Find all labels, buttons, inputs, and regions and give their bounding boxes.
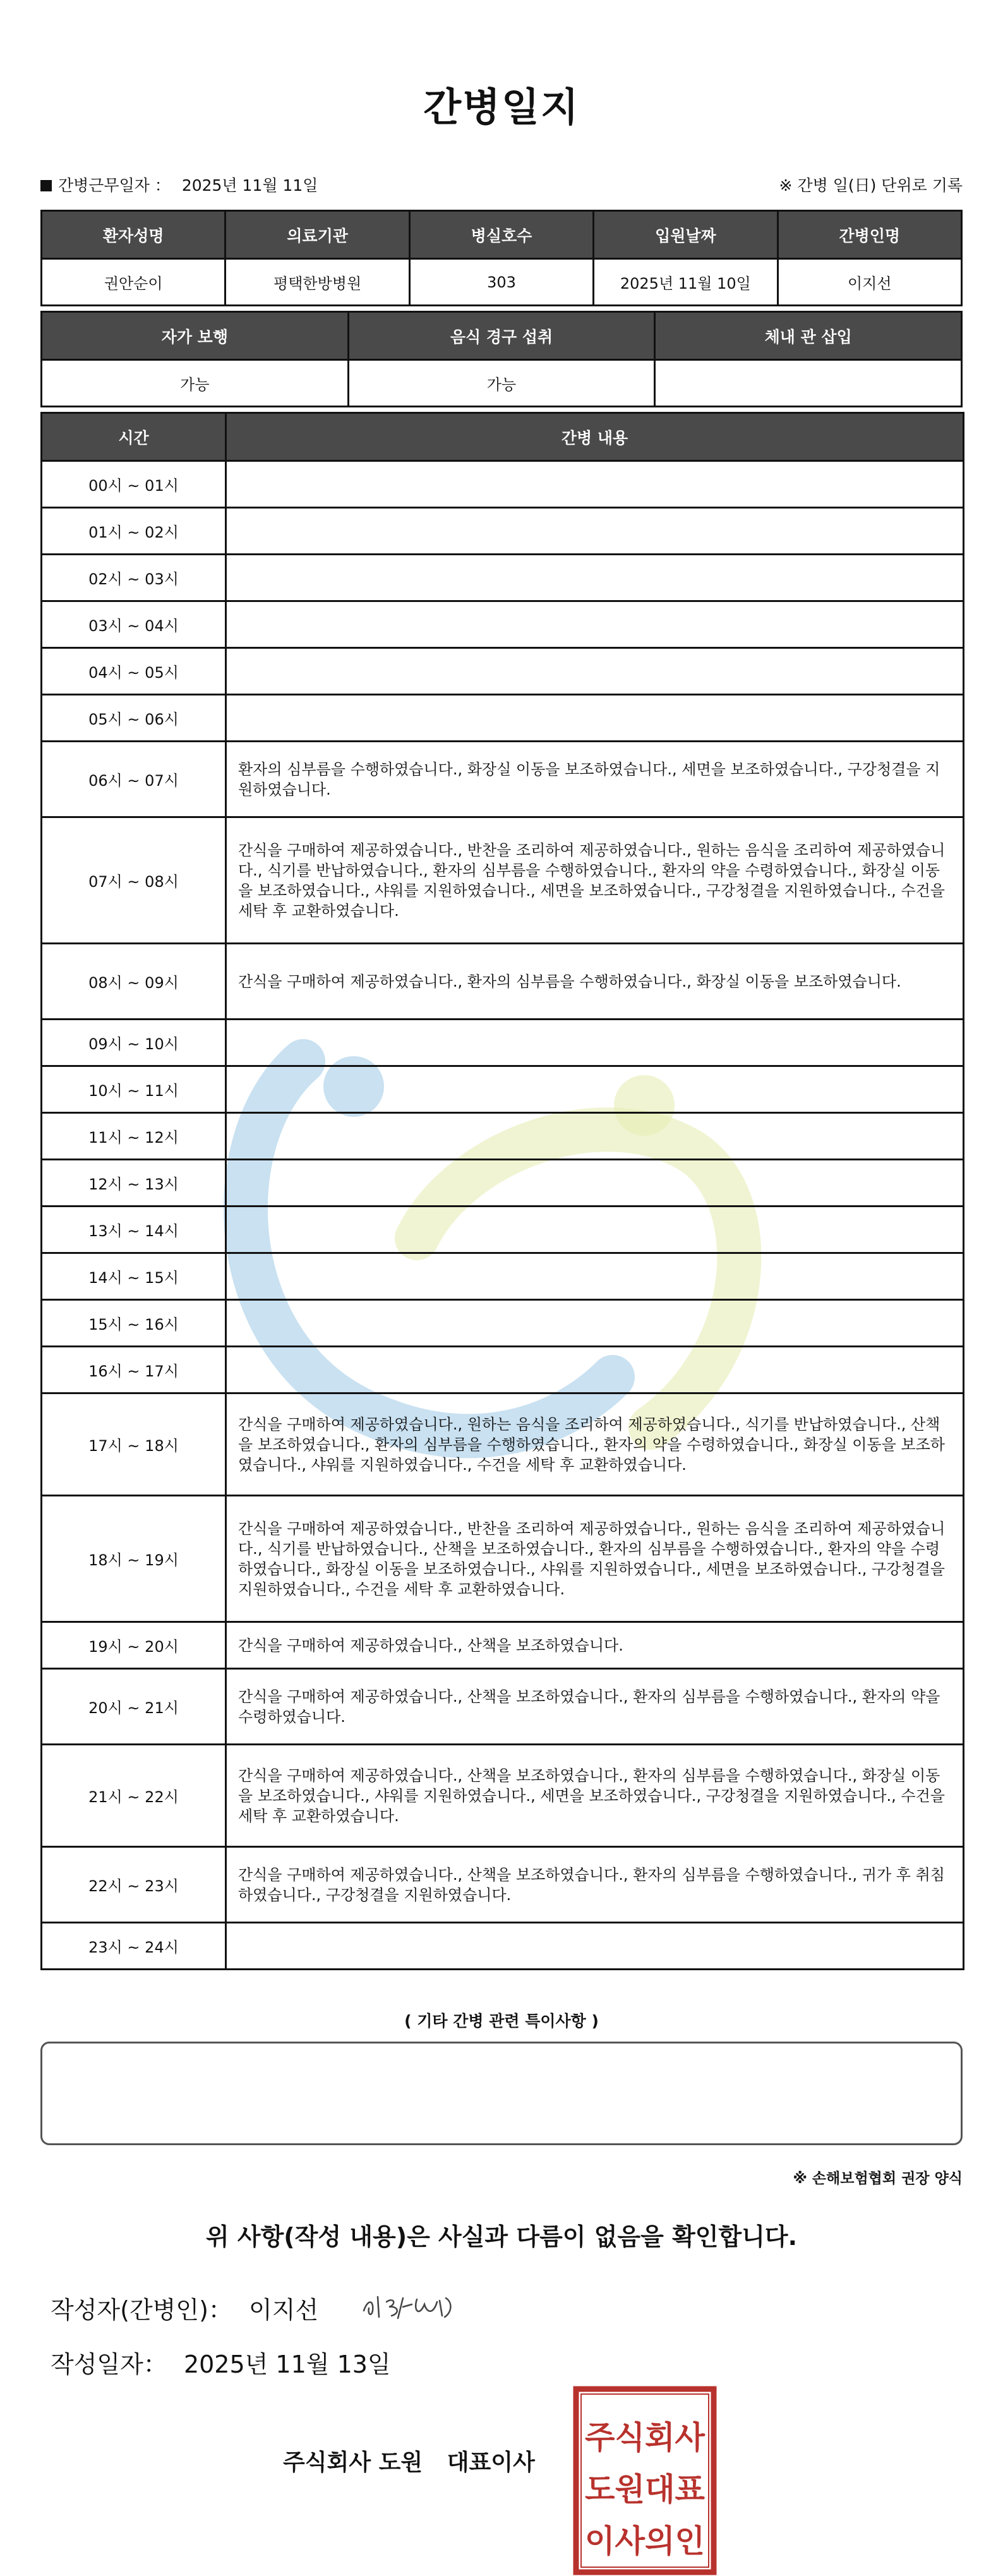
unit-note: ※ 간병 일(日) 단위로 기록 <box>779 176 963 195</box>
self-walking-value: 가능 <box>42 360 349 407</box>
header-caregiver-name: 간병인명 <box>778 211 961 259</box>
log-time-cell: 09시 ~ 10시 <box>42 1020 226 1066</box>
log-content-cell: 간식을 구매하여 제공하였습니다., 산책을 보조하였습니다., 환자의 심부름을 수행하였습니다., 귀가 후 취침하였습니다., 구강청결을 지원하였습니다. <box>226 1847 964 1923</box>
writer-name: 이지선 <box>249 2296 319 2324</box>
patient-status-table <box>40 311 963 407</box>
patient-name-value: 권안순이 <box>42 259 225 306</box>
document-title: 간병일지 <box>423 84 580 130</box>
admission-date-value: 2025년 11월 10일 <box>594 259 778 306</box>
log-time-cell: 16시 ~ 17시 <box>42 1347 226 1393</box>
log-time-cell: 07시 ~ 08시 <box>42 817 226 944</box>
log-content-cell <box>226 1113 964 1160</box>
log-row <box>42 1847 964 1923</box>
header-patient-name: 환자성명 <box>42 211 225 259</box>
log-time-cell: 00시 ~ 01시 <box>42 461 226 508</box>
recommend-note: ※ 손해보험협회 권장 양식 <box>793 2170 963 2187</box>
log-row <box>42 1020 964 1066</box>
log-row <box>42 742 964 817</box>
log-time-cell: 04시 ~ 05시 <box>42 648 226 695</box>
log-time-cell: 02시 ~ 03시 <box>42 555 226 601</box>
seal-text-line: 도원대표 <box>585 2471 706 2508</box>
log-content-cell: 간식을 구매하여 제공하였습니다., 환자의 심부름을 수행하였습니다., 화장실 이동을 보조하였습니다. <box>226 944 964 1020</box>
log-time-cell: 15시 ~ 16시 <box>42 1300 226 1347</box>
log-time-cell: 13시 ~ 14시 <box>42 1207 226 1253</box>
log-row <box>42 601 964 648</box>
log-row <box>42 1669 964 1745</box>
header-time: 시간 <box>42 413 226 461</box>
tube-insertion-value <box>655 360 962 407</box>
date-value: 2025년 11월 13일 <box>183 2350 391 2378</box>
log-content-cell <box>226 601 964 648</box>
writer-label: 작성자(간병인)： <box>51 2296 232 2324</box>
log-time-cell: 22시 ~ 23시 <box>42 1847 226 1923</box>
log-content-cell: 간식을 구매하여 제공하였습니다., 반찬을 조리하여 제공하였습니다., 원하는 음식을 조리하여 제공하였습니다., 식기를 반납하였습니다., 환자의 심부름을 수행하였습니다., 환자의 약을 수령하였습니다., 화장실 이동을 보조하였습니다., 샤워를 지원하였습니다., 세면을 보조하였습니다., 구강청결을 지원하였습니다., 수건을 세탁 후 교환하였습니다. <box>226 817 964 944</box>
log-time-cell: 20시 ~ 21시 <box>42 1669 226 1745</box>
log-row <box>42 1113 964 1160</box>
log-row <box>42 1207 964 1253</box>
log-time-cell: 11시 ~ 12시 <box>42 1113 226 1160</box>
oral-intake-value: 가능 <box>348 360 655 407</box>
log-row <box>42 1745 964 1847</box>
log-content-cell: 간식을 구매하여 제공하였습니다., 반찬을 조리하여 제공하였습니다., 원하는 음식을 조리하여 제공하였습니다., 식기를 반납하였습니다., 산책을 보조하였습니다., 환자의 심부름을 수행하였습니다., 환자의 약을 수령하였습니다., 화장실 이동을 보조하였습니다., 샤워를 지원하였습니다., 세면을 보조하였습니다., 구강청결을 지원하였습니다., 수건을 세탁 후 교환하였습니다. <box>226 1496 964 1622</box>
header-hospital: 의료기관 <box>225 211 409 259</box>
log-content-cell <box>226 555 964 601</box>
log-time-cell: 18시 ~ 19시 <box>42 1496 226 1622</box>
log-content-cell <box>226 1160 964 1207</box>
log-row <box>42 508 964 555</box>
remarks-title: ( 기타 간병 관련 특이사항 ) <box>404 2012 599 2030</box>
square-bullet-icon <box>40 180 52 191</box>
log-row <box>42 648 964 695</box>
date-label: 작성일자： <box>51 2350 167 2378</box>
care-log-body <box>42 461 964 1970</box>
writer-line <box>51 2290 318 2325</box>
log-row <box>42 1923 964 1970</box>
header-oral-intake: 음식 경구 섭취 <box>348 312 655 360</box>
handwritten-signature <box>359 2285 460 2323</box>
seal-text-line: 주식회사 <box>585 2419 706 2456</box>
log-time-cell: 21시 ~ 22시 <box>42 1745 226 1847</box>
confirmation-statement: 위 사항(작성 내용)은 사실과 다름이 없음을 확인합니다. <box>205 2223 798 2251</box>
log-content-cell: 간식을 구매하여 제공하였습니다., 산책을 보조하였습니다., 환자의 심부름을 수행하였습니다., 환자의 약을 수령하였습니다. <box>226 1669 964 1745</box>
log-time-cell: 12시 ~ 13시 <box>42 1160 226 1207</box>
log-row <box>42 817 964 944</box>
header-care-content: 간병 내용 <box>226 413 964 461</box>
log-time-cell: 23시 ~ 24시 <box>42 1923 226 1970</box>
log-row <box>42 1393 964 1496</box>
patient-info-table <box>40 210 963 306</box>
log-content-cell: 환자의 심부름을 수행하였습니다., 화장실 이동을 보조하였습니다., 세면을 보조하였습니다., 구강청결을 지원하였습니다. <box>226 742 964 817</box>
log-content-cell <box>226 1923 964 1970</box>
log-row <box>42 1253 964 1300</box>
log-time-cell: 03시 ~ 04시 <box>42 601 226 648</box>
log-content-cell: 간식을 구매하여 제공하였습니다., 원하는 음식을 조리하여 제공하였습니다., 식기를 반납하였습니다., 산책을 보조하였습니다., 환자의 심부름을 수행하였습니다., 환자의 약을 수령하였습니다., 화장실 이동을 보조하였습니다., 샤워를 지원하였습니다., 수건을 세탁 후 교환하였습니다. <box>226 1393 964 1496</box>
log-time-cell: 14시 ~ 15시 <box>42 1253 226 1300</box>
meta-row <box>40 173 963 198</box>
header-room-number: 병실호수 <box>409 211 593 259</box>
log-time-cell: 05시 ~ 06시 <box>42 695 226 742</box>
log-content-cell <box>226 1300 964 1347</box>
date-line <box>51 2345 391 2380</box>
log-time-cell: 17시 ~ 18시 <box>42 1393 226 1496</box>
log-row <box>42 461 964 508</box>
log-row <box>42 1300 964 1347</box>
log-time-cell: 01시 ~ 02시 <box>42 508 226 555</box>
log-row <box>42 695 964 742</box>
log-row <box>42 1496 964 1622</box>
log-row <box>42 944 964 1020</box>
header-self-walking: 자가 보행 <box>42 312 349 360</box>
log-content-cell <box>226 1347 964 1393</box>
header-tube-insertion: 체내 관 삽입 <box>655 312 962 360</box>
log-time-cell: 19시 ~ 20시 <box>42 1622 226 1669</box>
log-time-cell: 08시 ~ 09시 <box>42 944 226 1020</box>
company-name: 주식회사 도원 <box>283 2450 423 2476</box>
work-date <box>40 173 318 196</box>
company-signature <box>283 2445 535 2477</box>
seal-text-line: 이사의인 <box>585 2523 705 2560</box>
remarks-box <box>40 2042 963 2145</box>
work-date-value: 2025년 11월 11일 <box>181 176 318 195</box>
room-number-value: 303 <box>409 259 593 306</box>
log-row <box>42 1347 964 1393</box>
log-row <box>42 1622 964 1669</box>
log-content-cell <box>226 508 964 555</box>
log-row <box>42 1160 964 1207</box>
log-time-cell: 06시 ~ 07시 <box>42 742 226 817</box>
log-content-cell: 간식을 구매하여 제공하였습니다., 산책을 보조하였습니다. <box>226 1622 964 1669</box>
log-content-cell <box>226 695 964 742</box>
company-seal-stamp <box>572 2385 718 2576</box>
log-content-cell <box>226 648 964 695</box>
work-date-label: 간병근무일자 ： <box>58 176 171 195</box>
log-time-cell: 10시 ~ 11시 <box>42 1066 226 1113</box>
company-title: 대표이사 <box>447 2450 535 2476</box>
hospital-value: 평택한방병원 <box>225 259 409 306</box>
log-content-cell <box>226 1066 964 1113</box>
log-content-cell <box>226 1253 964 1300</box>
log-row <box>42 555 964 601</box>
log-content-cell <box>226 461 964 508</box>
log-row <box>42 1066 964 1113</box>
log-content-cell <box>226 1207 964 1253</box>
log-content-cell <box>226 1020 964 1066</box>
caregiver-name-value: 이지선 <box>778 259 961 306</box>
log-content-cell: 간식을 구매하여 제공하였습니다., 산책을 보조하였습니다., 환자의 심부름을 수행하였습니다., 화장실 이동을 보조하였습니다., 샤워를 지원하였습니다., 세면을 보조하였습니다., 구강청결을 지원하였습니다., 수건을 세탁 후 교환하였습니다. <box>226 1745 964 1847</box>
header-admission-date: 입원날짜 <box>594 211 778 259</box>
care-log-table <box>40 412 964 1970</box>
